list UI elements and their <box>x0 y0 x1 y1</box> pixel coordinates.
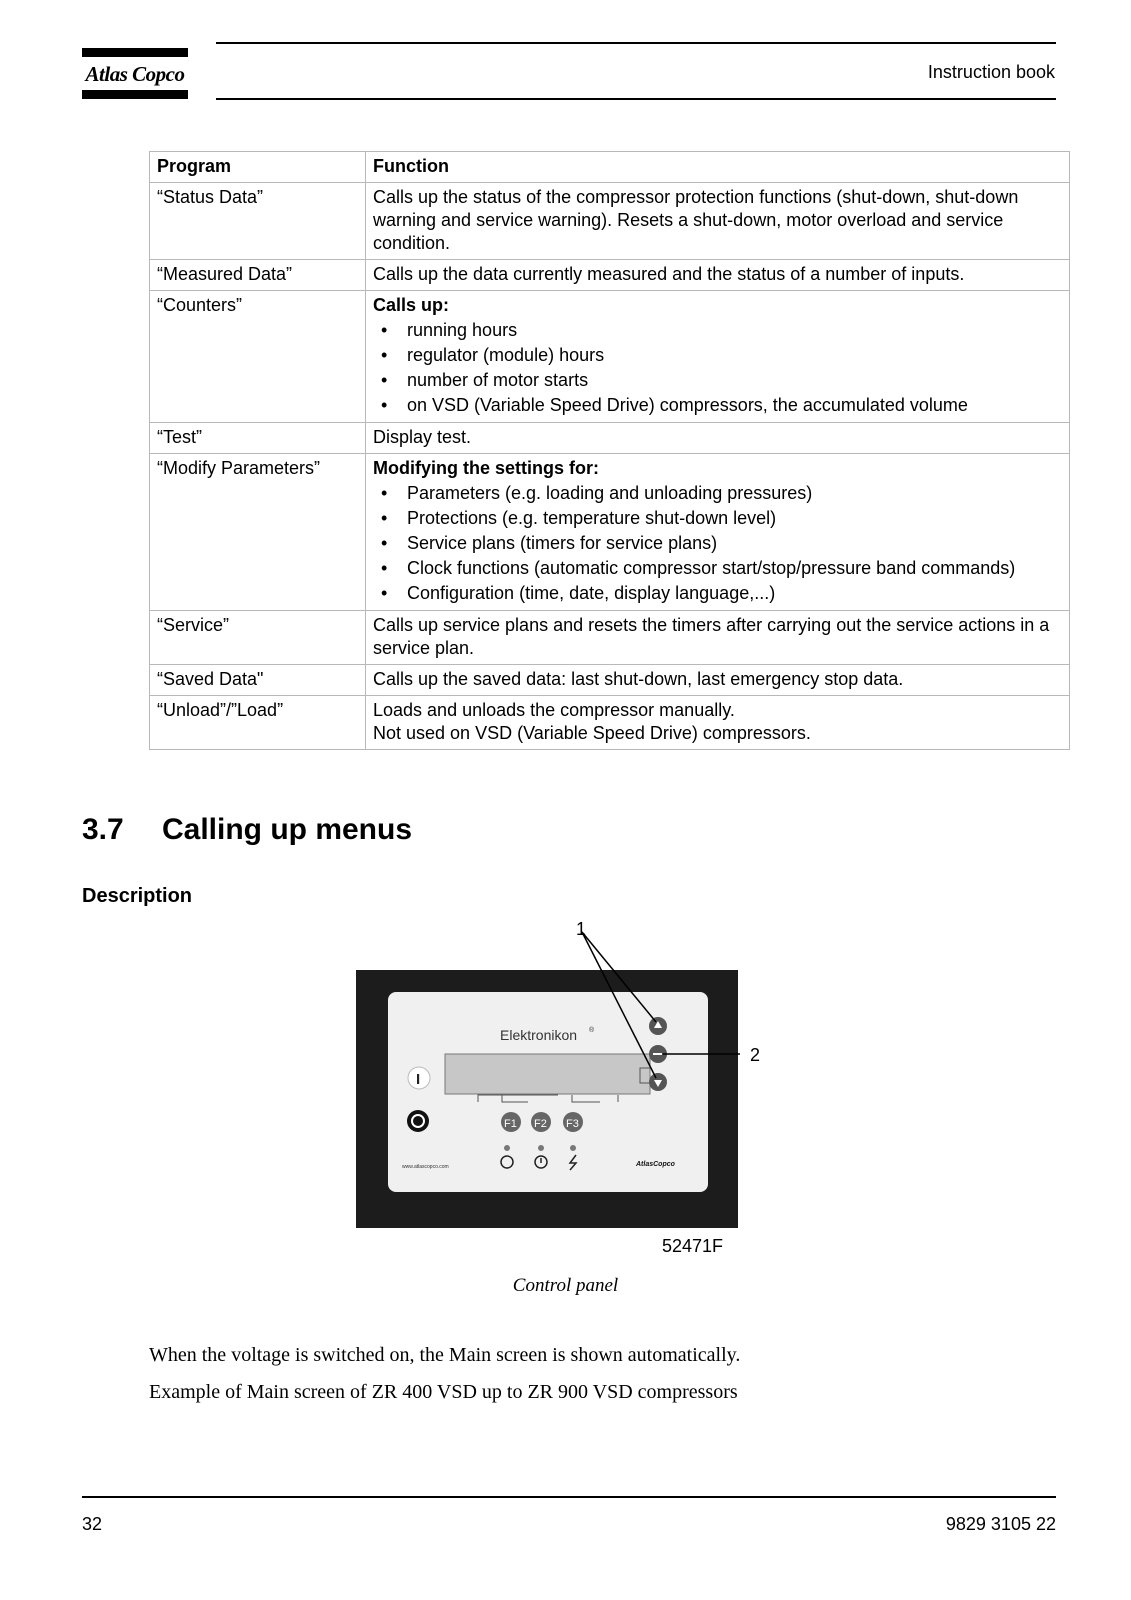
led-voltage <box>504 1145 510 1151</box>
function-subhead: Modifying the settings for: <box>373 458 599 478</box>
header-title: Instruction book <box>927 62 1055 82</box>
table-row <box>150 665 1070 696</box>
program-cell: “Unload”/”Load” <box>150 696 366 750</box>
program-cell: “Test” <box>150 423 366 454</box>
body-paragraph: Example of Main screen of ZR 400 VSD up to ZR 900 VSD compressors <box>149 1381 738 1403</box>
stop-button[interactable] <box>407 1110 429 1132</box>
table-row <box>150 611 1070 665</box>
control-panel-figure <box>340 918 800 1258</box>
table-row <box>150 183 1070 260</box>
program-cell: “Modify Parameters” <box>150 454 366 611</box>
program-cell: “Status Data” <box>150 183 366 260</box>
function-text: Loads and unloads the compressor manually. <box>373 700 735 720</box>
section-title: Calling up menus <box>162 813 413 846</box>
list-item: • Parameters (e.g. loading and unloading pressures) <box>407 481 1063 506</box>
list-item: • Configuration (time, date, display language,...) <box>407 581 1063 606</box>
lcd-display <box>445 1054 650 1094</box>
program-cell: “Saved Data" <box>150 665 366 696</box>
panel-logo: AtlasCopco <box>636 1161 675 1168</box>
body-paragraph: When the voltage is switched on, the Main screen is shown automatically. <box>149 1344 741 1366</box>
figure-reference-number: 52471F <box>662 1236 724 1256</box>
function-cell <box>366 696 1070 750</box>
bullet-list <box>373 481 1063 606</box>
logo-bar-bottom <box>82 90 188 99</box>
function-cell <box>366 183 1070 260</box>
start-key-label: I <box>416 1071 421 1088</box>
program-cell: “Measured Data” <box>150 260 366 291</box>
function-cell <box>366 611 1070 665</box>
list-item: • regulator (module) hours <box>407 343 1063 368</box>
function-text: Calls up the data currently measured and the status of a number of inputs. <box>373 264 965 284</box>
document-number: 9829 3105 22 <box>945 1514 1056 1534</box>
led-automatic <box>570 1145 576 1151</box>
atlas-copco-logo <box>82 48 188 100</box>
table-row <box>150 423 1070 454</box>
header-rule-top <box>216 42 1056 44</box>
table-row <box>150 260 1070 291</box>
function-cell <box>366 665 1070 696</box>
callout-1: 1 <box>576 918 587 939</box>
f2-key-label: F2 <box>534 1118 547 1130</box>
function-subhead: Calls up: <box>373 295 450 315</box>
table-row <box>150 696 1070 750</box>
function-cell <box>366 291 1070 423</box>
program-cell: “Service” <box>150 611 366 665</box>
function-text: Not used on VSD (Variable Speed Drive) compressors. <box>373 723 811 743</box>
list-item: • on VSD (Variable Speed Drive) compressors, the accumulated volume <box>407 393 1063 418</box>
bullet-list <box>373 318 1063 418</box>
column-header-program: Program <box>150 152 366 183</box>
column-header-function: Function <box>366 152 1070 183</box>
function-cell <box>366 260 1070 291</box>
list-item: • Protections (e.g. temperature shut-down level) <box>407 506 1063 531</box>
callout-2: 2 <box>750 1045 761 1065</box>
header-rule-bottom <box>216 98 1056 100</box>
function-text: Display test. <box>373 427 472 447</box>
f1-key-label: F1 <box>504 1118 517 1130</box>
table-header-row <box>150 152 1070 183</box>
list-item: • running hours <box>407 318 1063 343</box>
page-number: 32 <box>82 1514 103 1534</box>
website-label: www.atlascopco.com <box>402 1164 449 1170</box>
brand-registered-mark: ® <box>589 1027 595 1034</box>
table-row <box>150 291 1070 423</box>
function-cell <box>366 423 1070 454</box>
section-number: 3.7 <box>82 813 124 846</box>
table-row <box>150 454 1070 611</box>
logo-bar-top <box>82 48 188 57</box>
function-cell <box>366 454 1070 611</box>
brand-label: Elektronikon <box>500 1027 578 1043</box>
list-item: • Service plans (timers for service plans) <box>407 531 1063 556</box>
led-alarm <box>538 1145 544 1151</box>
function-text: Calls up service plans and resets the timers after carrying out the service actions in a service plan. <box>373 615 1050 658</box>
logo-wordmark: Atlas Copco <box>85 62 185 86</box>
subsection-heading: Description <box>82 885 193 907</box>
function-text: Calls up the status of the compressor protection functions (shut-down, shut-down warning and service warning). Resets a shut-down, motor overload and service condition. <box>373 187 1019 253</box>
control-panel-illustration <box>340 918 800 1258</box>
list-item: • Clock functions (automatic compressor start/stop/pressure band commands) <box>407 556 1063 581</box>
program-cell: “Counters” <box>150 291 366 423</box>
program-function-table <box>149 151 1070 750</box>
footer-rule <box>82 1496 1056 1498</box>
function-text: Calls up the saved data: last shut-down, last emergency stop data. <box>373 669 904 689</box>
figure-caption: Control panel <box>512 1275 619 1296</box>
list-item: • number of motor starts <box>407 368 1063 393</box>
f3-key-label: F3 <box>566 1118 579 1130</box>
